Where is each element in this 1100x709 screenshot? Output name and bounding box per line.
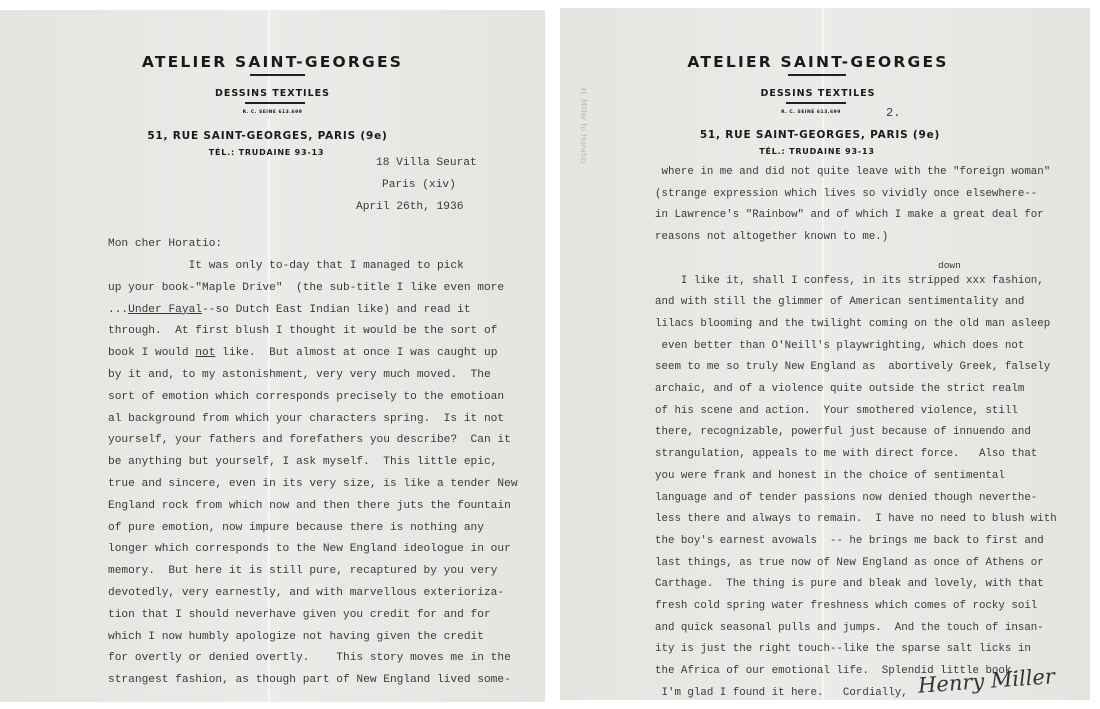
typed-line: ity is just the right touch--like the sparse salt licks in — [655, 643, 1031, 656]
typed-line: by it and, to my astonishment, very very much moved. The — [108, 369, 491, 381]
typed-line: last things, as true now of New England as once of Athens or — [655, 556, 1044, 569]
typed-line: you were frank and honest in the choice of sentimental — [655, 469, 1005, 482]
letterhead-tel: TÉL.: TRUDAINE 93-13 — [759, 147, 875, 156]
typed-line: England rock from which now and then there juts the fountain — [108, 499, 511, 512]
typed-line: there, recognizable, powerful just because of innuendo and — [655, 426, 1031, 439]
typed-line: seem to me so truly New England as abortively Greek, falsely — [655, 361, 1051, 374]
typed-line: the boy's earnest avowals -- he brings me back to first and — [655, 534, 1044, 547]
letterhead-rc: R. C. SEINE 613.699 — [242, 110, 303, 115]
divider — [786, 102, 846, 104]
typed-line: of pure emotion, now impure because there is nothing any — [108, 521, 484, 534]
typed-line: strangest fashion, as though part of New England lived some- — [108, 674, 511, 687]
letterhead-address: 51, RUE SAINT-GEORGES, PARIS (9e) — [147, 130, 388, 142]
typed-line: less there and always to remain. I have no need to blush with — [655, 513, 1057, 526]
typed-line: al background from which your characters spring. Is it not — [108, 412, 505, 425]
letterhead-title: ATELIER SAINT-GEORGES — [141, 53, 404, 71]
letterhead-title: ATELIER SAINT-GEORGES — [687, 53, 949, 71]
divider — [788, 74, 846, 76]
typed-line: through. At first blush I thought it would be the sort of — [108, 325, 498, 338]
typed-line: memory. But here it is still pure, recaptured by you very — [108, 565, 498, 578]
typed-line: in Lawrence's "Rainbow" and of which I make a great deal for — [655, 209, 1044, 222]
typed-line: be anything but yourself, I ask myself. This little epic, — [108, 456, 498, 469]
typed-line: ...Under Fayal--so Dutch East Indian like) and read it — [108, 303, 471, 316]
typed-line: longer which corresponds to the New England ideologue in our — [108, 543, 511, 556]
typed-line: fresh cold spring water freshness which comes of rocky soil — [655, 600, 1038, 612]
typed-line: Carthage. The thing is pure and bleak and lovely, with that — [655, 578, 1044, 591]
typed-line: reasons not altogether known to me.) — [655, 231, 889, 244]
divider — [245, 102, 305, 104]
typed-line: yourself, your fathers and forefathers you describe? Can it — [108, 434, 511, 447]
typed-line: the Africa of our emotional life. Splendid little book. — [655, 665, 1018, 678]
sender-address-line: 18 Villa Seurat — [376, 157, 477, 169]
typed-line: even better than O'Neill's playwrighting, which does not — [655, 339, 1025, 352]
letter-page-2 — [560, 8, 1090, 700]
letterhead-subtitle: DESSINS TEXTILES — [760, 88, 876, 99]
letter-page-1 — [0, 10, 545, 702]
typed-line: sort of emotion which corresponds precisely to the emotioan — [108, 390, 505, 403]
typed-line: devotedly, very earnestly, and with marvellous exterioriza- — [108, 587, 505, 599]
typed-line: up your book-"Maple Drive" (the sub-title I like even more — [108, 281, 505, 294]
letterhead-tel: TÉL.: TRUDAINE 93-13 — [208, 148, 325, 157]
letterhead-rc: R. C. SEINE 613.699 — [781, 110, 841, 115]
typed-line: where in me and did not quite leave with the "foreign woman" — [655, 166, 1051, 178]
typed-line: language and of tender passions now denied though neverthe- — [655, 491, 1038, 504]
typed-line: tion that I should neverhave given you credit for and for — [108, 608, 491, 621]
typed-line: It was only to-day that I managed to pick — [108, 260, 464, 272]
pencil-note: H. Miller to Horatio — [579, 88, 588, 164]
letter-date: April 26th, 1936 — [356, 201, 464, 213]
typed-line: true and sincere, even in its very size, is like a tender New — [108, 478, 518, 490]
salutation: Mon cher Horatio: — [108, 238, 223, 250]
signature: Henry Miller — [917, 664, 1056, 698]
typed-line: of his scene and action. Your smothered violence, still — [655, 404, 1018, 417]
typed-line: book I would not like. But almost at once I was caught up — [108, 347, 498, 360]
typed-line: and with still the glimmer of American sentimentality and — [655, 296, 1025, 309]
typed-line: (strange expression which lives so vividly once elsewhere-- — [655, 187, 1038, 200]
typed-line: for overtly or denied overtly. This story moves me in the — [108, 652, 511, 665]
typed-line: lilacs blooming and the twilight coming on the old man asleep — [655, 317, 1051, 330]
letterhead-subtitle: DESSINS TEXTILES — [215, 88, 330, 99]
typed-line: and quick seasonal pulls and jumps. And the touch of insan- — [655, 621, 1044, 634]
divider — [250, 74, 305, 76]
typed-line: which I now humbly apologize not having given the credit — [108, 630, 484, 643]
underlined-text: Under Fayal — [128, 303, 203, 316]
typed-line: I'm glad I found it here. Cordially, — [655, 686, 908, 699]
page-number: 2. — [886, 106, 901, 120]
typed-line: strangulation, appeals to me with direct force. Also that — [655, 448, 1038, 461]
typed-line: I like it, shall I confess, in its stripped xxx fashion, — [655, 274, 1044, 287]
underlined-text: not — [195, 347, 216, 360]
typed-insertion: down — [938, 260, 961, 271]
sender-address-line: Paris (xiv) — [382, 179, 456, 191]
typed-line: archaic, and of a violence quite outside the strict realm — [655, 383, 1025, 395]
letterhead-address: 51, RUE SAINT-GEORGES, PARIS (9e) — [699, 129, 941, 141]
